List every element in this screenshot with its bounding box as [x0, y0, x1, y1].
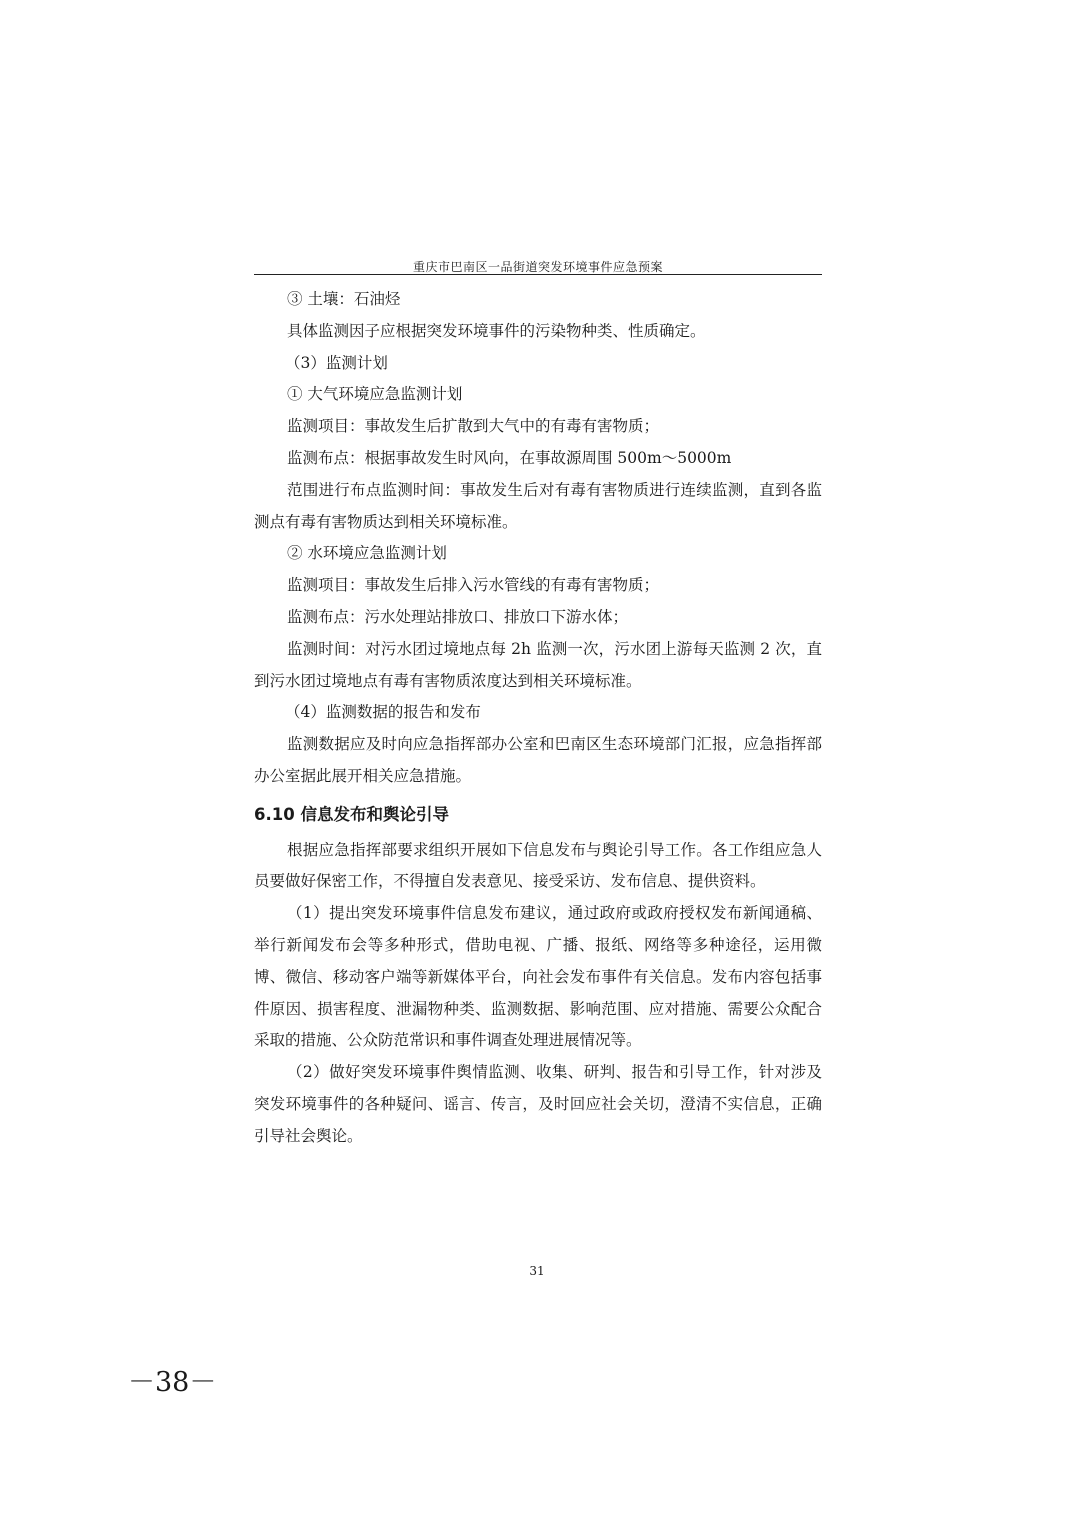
paragraph: （4）监测数据的报告和发布 — [285, 703, 481, 722]
paragraph: 监测时间：对污水团过境地点每 2h 监测一次，污水团上游每天监测 2 次，直到污水团过境地点有毒有害物质浓度达到相关环境标准。 — [254, 639, 822, 690]
section-heading: 6.10 信息发布和舆论引导 — [254, 804, 449, 824]
page-number: 31 — [529, 1264, 545, 1278]
paragraph: （1）提出突发环境事件信息发布建议，通过政府或政府授权发布新闻通稿、举行新闻发布会等多种形式，借助电视、广播、报纸、网络等多种途径，运用微博、微信、移动客户端等新媒体平台，向社会发布事件有关信息。发布内容包括事件原因、损害程度、泄漏物种类、监测数据、影响范围、应对措施、需要公众配合采取的措施、公众防范常识和事件调查处理进展情况等。 — [254, 904, 822, 1050]
paragraph: ② 水环境应急监测计划 — [287, 544, 447, 563]
paragraph: ③ 土壤：石油烃 — [287, 290, 401, 308]
paragraph: 监测布点：污水处理站排放口、排放口下游水体； — [287, 607, 629, 626]
paragraph: 监测项目：事故发生后排入污水管线的有毒有害物质； — [287, 576, 660, 595]
running-header: 重庆市巴南区一品街道突发环境事件应急预案 — [412, 260, 663, 274]
paragraph: 监测数据应及时向应急指挥部办公室和巴南区生态环境部门汇报，应急指挥部办公室据此展开相关应急措施。 — [254, 735, 822, 785]
paragraph: （2）做好突发环境事件舆情监测、收集、研判、报告和引导工作，针对涉及突发环境事件的各种疑问、谣言、传言，及时回应社会关切，澄清不实信息，正确引导社会舆论。 — [254, 1063, 822, 1145]
paragraph: （3）监测计划 — [285, 353, 388, 372]
header-rule — [254, 274, 822, 275]
paragraph: 根据应急指挥部要求组织开展如下信息发布与舆论引导工作。各工作组应急人员要做好保密工作，不得擅自发表意见、接受采访、发布信息、提供资料。 — [254, 840, 822, 891]
paragraph: 监测项目：事故发生后扩散到大气中的有毒有害物质； — [287, 417, 660, 436]
paragraph: 具体监测因子应根据突发环境事件的污染物种类、性质确定。 — [287, 321, 706, 340]
paragraph: 监测布点：根据事故发生时风向，在事故源周围 500m～5000m — [287, 448, 732, 467]
outer-page-number: －38－ — [128, 1367, 217, 1398]
paragraph: ① 大气环境应急监测计划 — [287, 385, 463, 404]
paragraph: 范围进行布点监测时间：事故发生后对有毒有害物质进行连续监测，直到各监测点有毒有害物质达到相关环境标准。 — [254, 480, 822, 531]
document-body — [254, 284, 822, 1153]
